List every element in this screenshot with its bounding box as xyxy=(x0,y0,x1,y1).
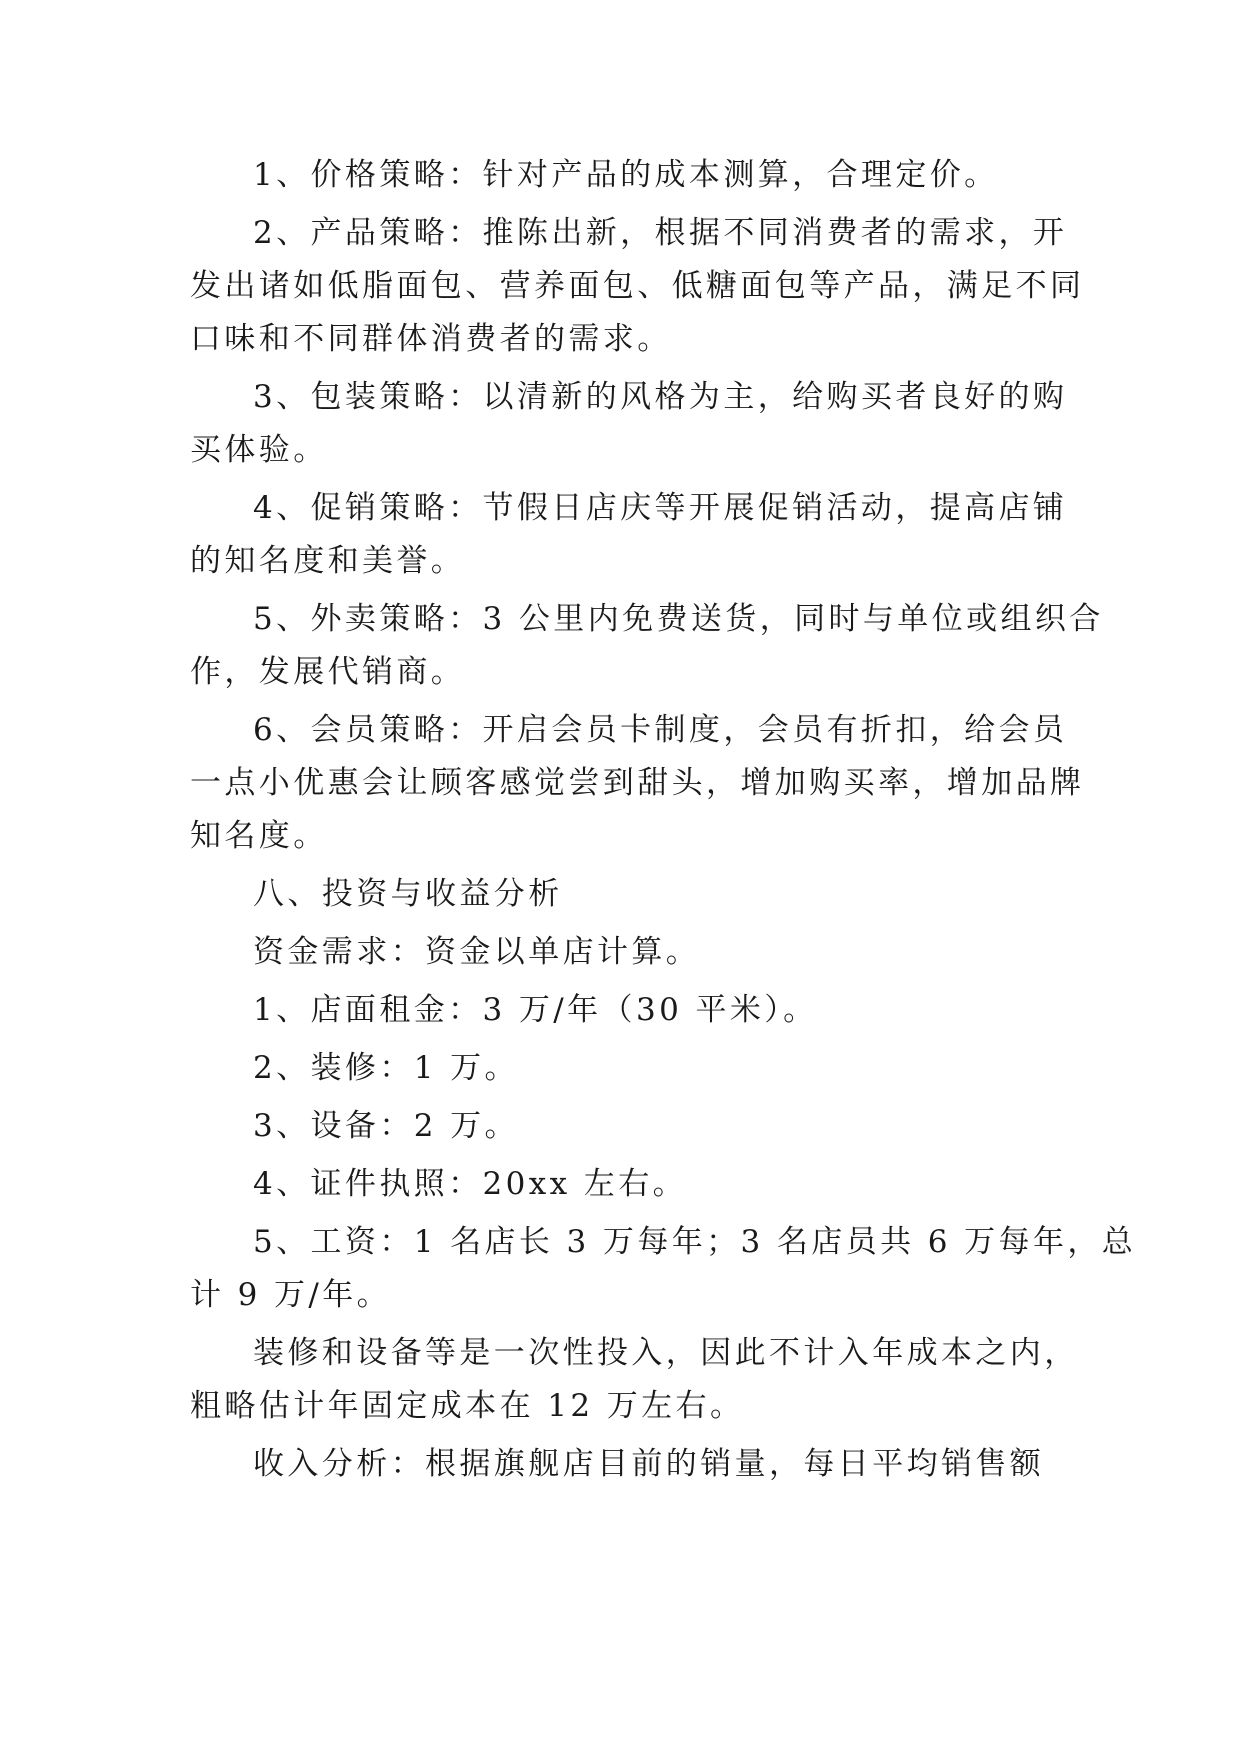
text-line: 6、会员策略：开启会员卡制度，会员有折扣，给会员 xyxy=(253,712,1068,748)
text-line: 3、设备：2 万。 xyxy=(253,1108,519,1144)
text-line: 口味和不同群体消费者的需求。 xyxy=(190,321,672,357)
section-heading: 八、投资与收益分析 xyxy=(253,876,563,912)
text-line: 装修和设备等是一次性投入，因此不计入年成本之内， xyxy=(253,1335,1079,1371)
text-line: 3、包装策略：以清新的风格为主，给购买者良好的购 xyxy=(253,379,1068,415)
text-line: 资金需求：资金以单店计算。 xyxy=(253,934,701,970)
text-line: 5、外卖策略：3 公里内免费送货，同时与单位或组织合 xyxy=(253,601,1104,637)
text-line: 2、装修：1 万。 xyxy=(253,1050,519,1086)
text-line: 1、价格策略：针对产品的成本测算，合理定价。 xyxy=(253,157,999,193)
text-line: 发出诸如低脂面包、营养面包、低糖面包等产品，满足不同 xyxy=(190,268,1085,304)
text-line: 知名度。 xyxy=(190,818,328,854)
text-line: 5、工资：1 名店长 3 万每年；3 名店员共 6 万每年，总 xyxy=(253,1224,1137,1260)
text-line: 作，发展代销商。 xyxy=(190,654,466,690)
text-line: 4、证件执照：20xx 左右。 xyxy=(253,1166,687,1202)
text-line: 计 9 万/年。 xyxy=(190,1277,392,1313)
text-line: 的知名度和美誉。 xyxy=(190,543,466,579)
text-line: 2、产品策略：推陈出新，根据不同消费者的需求，开 xyxy=(253,215,1068,251)
text-line: 4、促销策略：节假日店庆等开展促销活动，提高店铺 xyxy=(253,490,1068,526)
text-line: 1、店面租金：3 万/年（30 平米）。 xyxy=(253,992,818,1028)
text-line: 一点小优惠会让顾客感觉尝到甜头，增加购买率，增加品牌 xyxy=(190,765,1085,801)
text-line: 收入分析：根据旗舰店目前的销量，每日平均销售额 xyxy=(253,1446,1045,1482)
text-line: 买体验。 xyxy=(190,432,328,468)
text-line: 粗略估计年固定成本在 12 万左右。 xyxy=(190,1388,745,1424)
